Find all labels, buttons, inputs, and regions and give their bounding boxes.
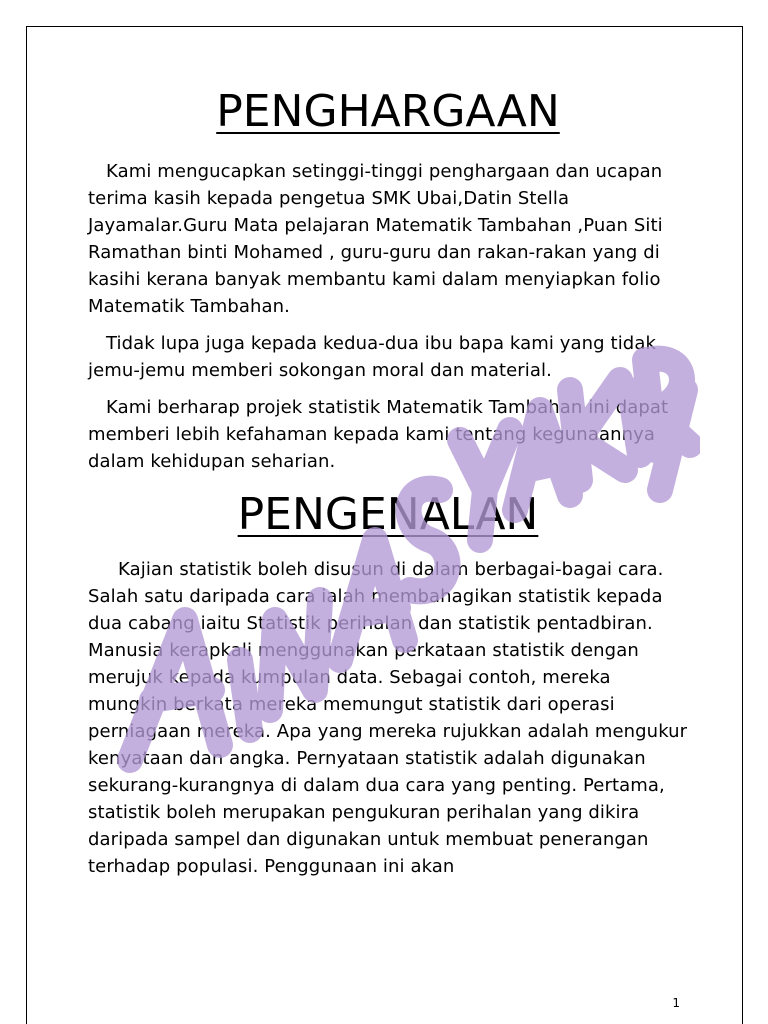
paragraph: Kajian statistik boleh disusun di dalam berbagai-bagai cara. Salah satu daripada cara ialah membahagikan statistik kepada dua cabang iaitu Statistik perihalan dan statistik pentadbiran. Manusia kerapkali menggunakan perkataan statistik dengan merujuk kepada kumpulan data. Sebagai contoh, mereka mungkin berkata mereka memungut statistik dari operasi perniagaan mereka. Apa yang mereka rujukkan adalah mengukur kenyataan dan angka. Pernyataan statistik adalah digunakan sekurang-kurangnya di dalam dua cara yang penting. Pertama, statistik boleh merupakan pengukuran perihalan yang dikira daripada sampel dan digunakan untuk membuat penerangan terhadap populasi. Penggunaan ini akan xyxy=(88,558,688,877)
section-title-pengenalan: PENGENALAN xyxy=(237,489,539,541)
paragraph: Tidak lupa juga kepada kedua-dua ibu bapa kami yang tidak jemu-jemu memberi sokongan moral dan material. xyxy=(88,333,656,382)
paragraph: Kami berharap projek statistik Matematik Tambahan ini dapat memberi lebih kefahaman kepada kami tentang kegunaannya dalam kehidupan seharian. xyxy=(88,397,669,473)
section-title-penghargaan: PENGHARGAAN xyxy=(216,86,560,137)
page-number: 1 xyxy=(672,996,680,1010)
document-body xyxy=(88,80,688,890)
paragraph: Kami mengucapkan setinggi-tinggi penghargaan dan ucapan terima kasih kepada pengetua SMK Ubai,Datin Stella Jayamalar.Guru Mata pelajaran Matematik Tambahan ,Puan Siti Ramathan binti Mohamed , guru-guru dan rakan-rakan yang di kasihi kerana banyak membantu kami dalam menyiapkan folio Matematik Tambahan. xyxy=(88,161,663,318)
